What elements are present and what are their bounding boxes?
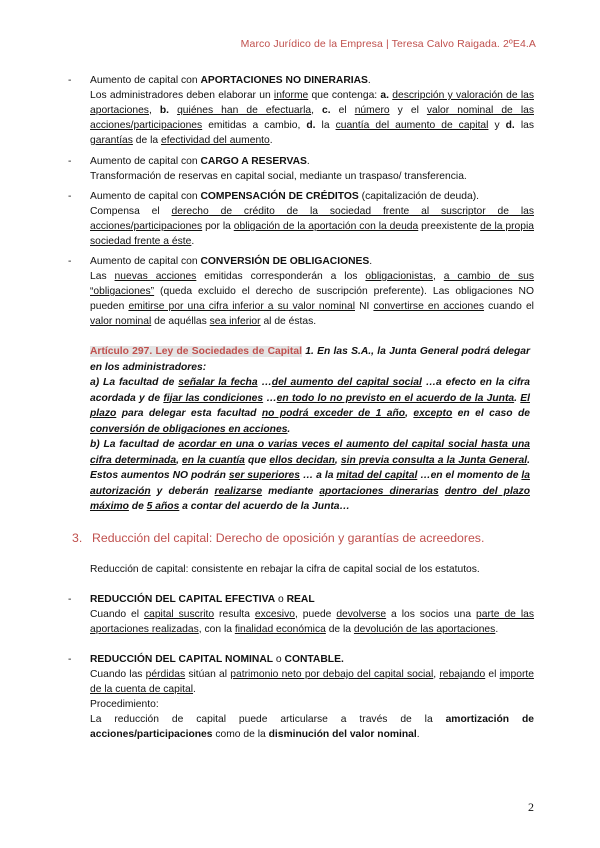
bold-text: CARGO A RESERVAS (200, 156, 307, 167)
text: Aumento de capital con (90, 156, 201, 167)
item-body (90, 154, 534, 184)
underlined-text: finalidad económica (234, 624, 326, 635)
bullet-dash: - (68, 256, 72, 267)
underlined-text: acordar en una o varias veces el aumento del capital social hasta una cifra determinada (90, 439, 530, 466)
underlined-text: informe (273, 90, 309, 101)
bold-text: COMPENSACIÓN DE CRÉDITOS (200, 191, 359, 202)
procedure-label: Procedimiento: (90, 699, 159, 710)
underlined-text: conversión de obligaciones en acciones (90, 423, 288, 435)
bullet-dash: - (68, 156, 72, 167)
underlined-text: capital suscrito (143, 609, 215, 620)
underlined-text: la autorización (90, 470, 530, 497)
item-title: Aumento de capital con CARGO A RESERVAS. (90, 156, 310, 167)
text: la (315, 120, 336, 131)
text: de (128, 501, 147, 512)
item-body (90, 652, 534, 742)
text: de la (132, 135, 161, 146)
text: cuando el (484, 301, 534, 312)
text: , (432, 271, 444, 282)
text: (queda excluido el derecho de suscripción preferente). Las obligaciones NO pueden (90, 286, 534, 312)
bold-text: CONVERSIÓN DE OBLIGACIONES (200, 256, 370, 267)
text: … (257, 377, 272, 388)
text: Aumento de capital con (90, 256, 201, 267)
underlined-text: convertirse en acciones (373, 301, 485, 312)
text: … a la (299, 470, 337, 481)
page-header: Marco Jurídico de la Empresa | Teresa Calvo Raigada. 2ºE4.A (240, 38, 536, 50)
underlined-text: excesivo (254, 609, 295, 620)
text: , puede (294, 609, 337, 620)
text: Cuando el (90, 609, 144, 620)
underlined-text: fijar las condiciones (163, 392, 264, 404)
underlined-text: pérdidas (145, 669, 186, 680)
text: . (514, 392, 517, 404)
text: sitúan al (185, 669, 231, 680)
text: b) La facultad de (90, 439, 179, 450)
underlined-text: realizarse (214, 485, 263, 497)
underlined-text: del aumento del capital social (271, 377, 422, 388)
bold-text: amortización de acciones/participaciones (90, 714, 534, 740)
text: preexistente (418, 221, 481, 232)
item-body: Aumento de capital con APORTACIONES NO DINERARIAS. Los administradores deben elaborar un informe que contenga: a. descripción y valoración de las aportaciones, b. quiénes han de efectuarla, c. el número y el valor nominal de las acciones/participaciones emitidas a cambio, d. la cuantía del aumento de capital y d. las garantías de la efectividad del aumento. (90, 75, 534, 146)
text: . (495, 624, 499, 635)
text: (capitalización de deuda). (358, 191, 479, 202)
text: o (273, 654, 285, 665)
text: que (244, 454, 270, 466)
text: . (193, 684, 196, 695)
underlined-text: señalar la fecha (178, 377, 258, 388)
section-title: Reducción del capital: Derecho de oposición y garantías de acreedores. (92, 531, 485, 545)
underlined-text: en la cuantía (182, 454, 245, 466)
text: de la (325, 624, 354, 635)
bullet-dash: - (68, 594, 72, 605)
list-item-aportaciones (70, 73, 534, 148)
underlined-text: ser superiores (228, 470, 300, 481)
text: Los administradores deben elaborar un (90, 90, 274, 101)
text: de aquéllas (151, 316, 210, 327)
underlined-text: parte de las aportaciones realizadas (90, 609, 534, 635)
underlined-text: ellos decidan (269, 454, 335, 466)
page-number: 2 (528, 800, 534, 814)
bold-text: disminución del valor nominal (268, 729, 417, 740)
text: , (176, 454, 183, 466)
list-item-reservas (70, 154, 534, 184)
text: resulta (214, 609, 255, 620)
bullet-dash: - (68, 191, 72, 202)
list-item-nominal (70, 652, 534, 742)
list-item-efectiva (70, 592, 534, 637)
item-title (90, 592, 534, 607)
item-body (90, 592, 534, 637)
text: NI (355, 301, 374, 312)
text: La reducción de capital puede articularse a través de la (90, 714, 446, 725)
text: y (488, 120, 506, 131)
section-number: 3. (72, 531, 83, 545)
underlined-text: descripción y valoración de las aportaciones (90, 90, 534, 116)
item-title: Aumento de capital con CONVERSIÓN DE OBLIGACIONES. (90, 256, 373, 267)
bold-text: REAL (286, 594, 315, 605)
underlined-text: dentro del plazo máximo (90, 485, 530, 512)
underlined-text: obligacionistas (365, 271, 433, 282)
text: emitidas a cambio, (202, 120, 307, 131)
item-body: Aumento de capital con COMPENSACIÓN DE CRÉDITOS (capitalización de deuda). Compensa el derecho de crédito de la sociedad frente al suscriptor de las acciones/participaciones por la obligación de la aportación con la deuda preexistente de la propia sociedad frente a éste. (90, 191, 534, 247)
text: y el (389, 105, 427, 116)
underlined-text: derecho de crédito de la sociedad frente al suscriptor de las acciones/participaciones (90, 206, 534, 232)
underlined-text: a cambio de sus “obligaciones” (90, 271, 534, 297)
text: a contar del acuerdo de la Junta… (179, 501, 350, 512)
bold-text: APORTACIONES NO DINERARIAS (200, 75, 368, 86)
text: 1. En las S.A., la Junta General podrá delegar en los administradores: (90, 346, 530, 373)
text: Compensa el (90, 206, 172, 217)
text: al de éstas. (260, 316, 317, 327)
text: , (405, 408, 414, 419)
item-title: Aumento de capital con APORTACIONES NO DINERARIAS. (90, 75, 371, 86)
text: , (433, 669, 440, 680)
underlined-text: nuevas acciones (114, 271, 197, 282)
underlined-text: importe de la cuenta de capital (90, 669, 534, 695)
item-title (90, 652, 534, 667)
underlined-text: devolución de las aportaciones (353, 624, 496, 635)
text: el (330, 105, 355, 116)
bold-text: d. (306, 120, 316, 131)
bullet-dash: - (68, 654, 72, 665)
text: que contenga: (308, 90, 381, 101)
text: Transformación de reservas en capital social, mediante un traspaso/ transferencia. (90, 171, 467, 182)
text: o (275, 594, 287, 605)
underlined-text: en todo lo no previsto en el acuerdo de la Junta (276, 392, 515, 404)
underlined-text: 5 años (146, 501, 180, 512)
text: Aumento de capital con (90, 75, 201, 86)
article-title: Artículo 297. Ley de Sociedades de Capital (90, 346, 302, 357)
underlined-text: número (354, 105, 390, 116)
text: a) La facultad de (90, 377, 179, 388)
text: las (514, 120, 534, 131)
bold-text: a. (380, 90, 389, 101)
text: Aumento de capital con (90, 191, 201, 202)
underlined-text: valor nominal (90, 316, 152, 327)
underlined-text: rebajando (439, 669, 486, 680)
text: Cuando las (90, 669, 146, 680)
text: … (263, 392, 277, 404)
underlined-text: efectividad del aumento (161, 135, 270, 146)
underlined-text: patrimonio neto por debajo del capital social (230, 669, 434, 680)
text: , (311, 105, 323, 116)
list-item-conversion (70, 254, 534, 329)
item-title (90, 189, 534, 204)
underlined-text: sin previa consulta a la Junta General (340, 454, 528, 466)
text: , (334, 454, 341, 466)
text: para delegar esta facultad (116, 408, 262, 419)
underlined-text: excepto (413, 408, 453, 419)
text: . (416, 729, 420, 740)
bold-text: REDUCCIÓN DEL CAPITAL EFECTIVA (90, 594, 276, 605)
text: en el caso de (452, 408, 530, 419)
underlined-text: no podrá exceder de 1 año (261, 408, 406, 419)
text: a los socios una (386, 609, 477, 620)
text: mediante (262, 485, 320, 497)
text: . Estos aumentos NO podrán (90, 454, 531, 481)
underlined-text: obligación de la aportación con la deuda (233, 221, 419, 232)
underlined-text: garantías (90, 135, 133, 146)
article-quote (90, 344, 530, 515)
bold-text: REDUCCIÓN DEL CAPITAL NOMINAL (90, 654, 274, 665)
underlined-text: El plazo (90, 392, 530, 419)
text: como de la (212, 729, 269, 740)
text: por la (202, 221, 234, 232)
bold-text: d. (505, 120, 515, 131)
reduccion-definition: Reducción de capital: consistente en rebajar la cifra de capital social de los estatutos. (90, 564, 480, 575)
underlined-text: emitirse por una cifra inferior a su valor nominal (128, 301, 355, 312)
text: . (287, 423, 291, 435)
text: emitidas corresponderán a los (196, 271, 366, 282)
text: , (148, 105, 160, 116)
underlined-text: valor nominal de las acciones/participaciones (90, 105, 534, 131)
underlined-text: sea inferior (209, 316, 261, 327)
underlined-text: mitad del capital (336, 470, 418, 481)
bold-text: CONTABLE. (284, 654, 344, 665)
text: Las (90, 271, 115, 282)
text: , con la (198, 624, 235, 635)
underlined-text: de la propia sociedad frente a éste (90, 221, 534, 247)
underlined-text: cuantía del aumento de capital (335, 120, 489, 131)
bullet-dash: - (68, 75, 72, 86)
text: …en el momento de (417, 470, 522, 481)
underlined-text: aportaciones dinerarias (319, 485, 439, 497)
item-body (90, 254, 534, 329)
text: el (485, 669, 500, 680)
bold-text: c. (322, 105, 331, 116)
text: y deberán (150, 485, 215, 497)
text: …a efecto en la cifra acordada y de (90, 377, 530, 404)
bold-text: b. (159, 105, 170, 116)
list-item-compensacion (70, 189, 534, 249)
section-heading (72, 531, 484, 545)
underlined-text: quiénes han de efectuarla (177, 105, 312, 116)
underlined-text: devolverse (336, 609, 387, 620)
